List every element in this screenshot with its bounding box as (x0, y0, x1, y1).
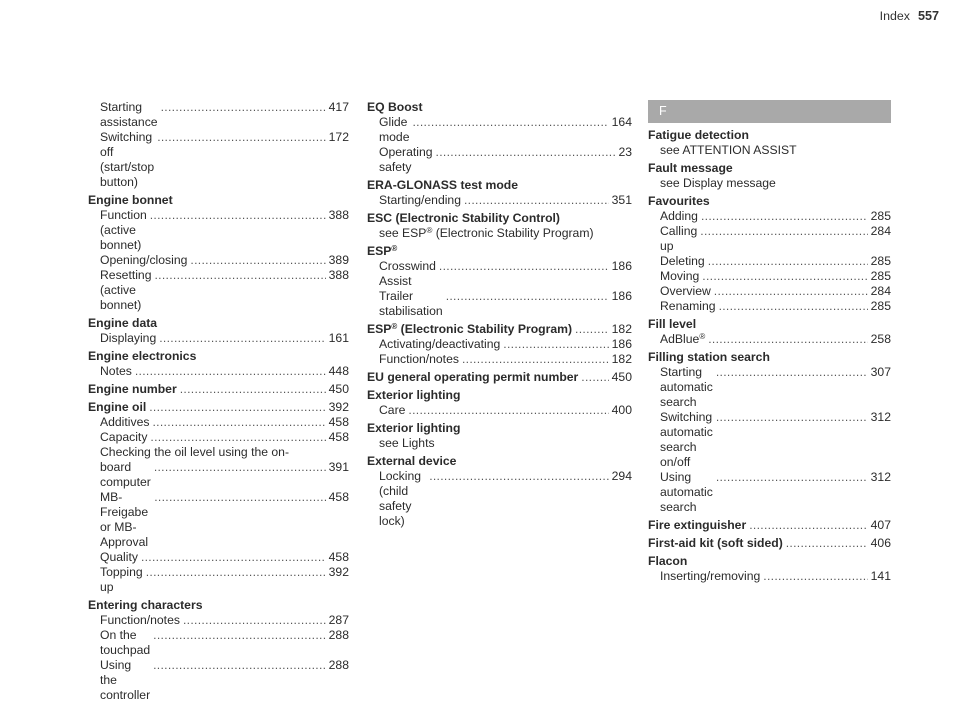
index-entry-engine-bonnet: Engine bonnet (88, 193, 173, 207)
index-subentry[interactable]: Function (active bonnet) ..... 388 (88, 208, 349, 253)
page-header (880, 9, 939, 23)
index-entry-esp: ESP® (367, 244, 398, 258)
index-subentry[interactable]: Switching off (start/stop button) ..... 172 (88, 130, 349, 190)
index-subentry[interactable]: Starting/ending ..... 351 (367, 193, 632, 208)
section-label: Index (879, 9, 910, 23)
index-subentry[interactable]: Trailer stabilisation ..... 186 (367, 289, 632, 319)
index-entry-fault-message: Fault message (648, 161, 733, 175)
index-entry-engine-electronics: Engine electronics (88, 349, 197, 363)
index-entry-engine-oil[interactable]: Engine oil ..... 392 (88, 400, 349, 415)
index-subentry[interactable]: Function/notes ..... 182 (367, 352, 632, 367)
index-entry-era-glonass: ERA-GLONASS test mode (367, 178, 519, 192)
see-reference[interactable]: see ATTENTION ASSIST (660, 143, 797, 157)
index-column-2 (367, 100, 632, 529)
index-entry-entering-characters: Entering characters (88, 598, 203, 612)
page-number: 557 (917, 9, 939, 23)
index-subentry[interactable]: Capacity ..... 458 (88, 430, 349, 445)
index-entry-exterior-lighting: Exterior lighting (367, 421, 461, 435)
index-subentry[interactable]: Deleting ..... 285 (648, 254, 891, 269)
index-subentry[interactable]: MB-Freigabe or MB-Approval ..... 458 (88, 490, 349, 550)
index-entry-exterior-lighting: Exterior lighting (367, 388, 461, 402)
see-reference[interactable]: see Lights (379, 436, 435, 450)
index-subentry[interactable]: Activating/deactivating ..... 186 (367, 337, 632, 352)
index-entry-eu-permit[interactable]: EU general operating permit number ..... 450 (367, 370, 632, 385)
index-subentry[interactable]: Quality ..... 458 (88, 550, 349, 565)
index-subentry[interactable]: On the touchpad ..... 288 (88, 628, 349, 658)
index-entry-esc: ESC (Electronic Stability Control) (367, 211, 560, 225)
index-entry-favourites: Favourites (648, 194, 710, 208)
index-subentry[interactable]: Care ..... 400 (367, 403, 632, 418)
index-subentry[interactable]: Using the controller ..... 288 (88, 658, 349, 703)
see-reference[interactable]: see Display message (660, 176, 776, 190)
index-subentry[interactable]: Crosswind Assist ..... 186 (367, 259, 632, 289)
index-subentry[interactable]: Using automatic search ..... 312 (648, 470, 891, 515)
index-entry-esp-program[interactable]: ESP® (Electronic Stability Program) ..... 182 (367, 322, 632, 337)
index-entry-fill-level: Fill level (648, 317, 697, 331)
index-subentry[interactable]: Starting assistance ..... 417 (88, 100, 349, 130)
index-subentry[interactable]: Glide mode ..... 164 (367, 115, 632, 145)
index-subentry[interactable]: board computer ..... 391 (88, 460, 349, 490)
see-reference[interactable]: see ESP® (Electronic Stability Program) (379, 226, 594, 240)
index-subentry[interactable]: Overview ..... 284 (648, 284, 891, 299)
index-entry-filling-station-search: Filling station search (648, 350, 770, 364)
section-letter-bar: F (648, 100, 891, 123)
index-subentry[interactable]: Function/notes ..... 287 (88, 613, 349, 628)
index-subentry-line: Checking the oil level using the on- (100, 445, 290, 459)
index-subentry[interactable]: Operating safety ..... 23 (367, 145, 632, 175)
index-entry-flacon: Flacon (648, 554, 688, 568)
index-subentry[interactable]: Calling up ..... 284 (648, 224, 891, 254)
index-subentry[interactable]: Switching automatic search on/off ..... 312 (648, 410, 891, 470)
index-column-1 (88, 100, 349, 703)
index-entry-external-device: External device (367, 454, 457, 468)
index-column-3 (648, 100, 891, 584)
index-subentry[interactable]: Starting automatic search ..... 307 (648, 365, 891, 410)
index-subentry[interactable]: Moving ..... 285 (648, 269, 891, 284)
index-entry-first-aid-kit[interactable]: First-aid kit (soft sided) ..... 406 (648, 536, 891, 551)
index-subentry[interactable]: Resetting (active bonnet) ..... 388 (88, 268, 349, 313)
index-subentry[interactable]: Notes ..... 448 (88, 364, 349, 379)
index-subentry[interactable]: Adding ..... 285 (648, 209, 891, 224)
index-subentry[interactable]: Renaming ..... 285 (648, 299, 891, 314)
index-entry-engine-data: Engine data (88, 316, 158, 330)
index-subentry[interactable]: Locking (child safety lock) ..... 294 (367, 469, 632, 529)
index-entry-fire-extinguisher[interactable]: Fire extinguisher ..... 407 (648, 518, 891, 533)
index-subentry[interactable]: AdBlue® ..... 258 (648, 332, 891, 347)
index-entry-fatigue-detection: Fatigue detection (648, 128, 749, 142)
index-subentry[interactable]: Displaying ..... 161 (88, 331, 349, 346)
index-entry-engine-number[interactable]: Engine number ..... 450 (88, 382, 349, 397)
index-entry-eq-boost: EQ Boost (367, 100, 423, 114)
index-subentry[interactable]: Topping up ..... 392 (88, 565, 349, 595)
index-subentry[interactable]: Opening/closing ..... 389 (88, 253, 349, 268)
index-subentry[interactable]: Additives ..... 458 (88, 415, 349, 430)
index-subentry[interactable]: Inserting/removing ..... 141 (648, 569, 891, 584)
